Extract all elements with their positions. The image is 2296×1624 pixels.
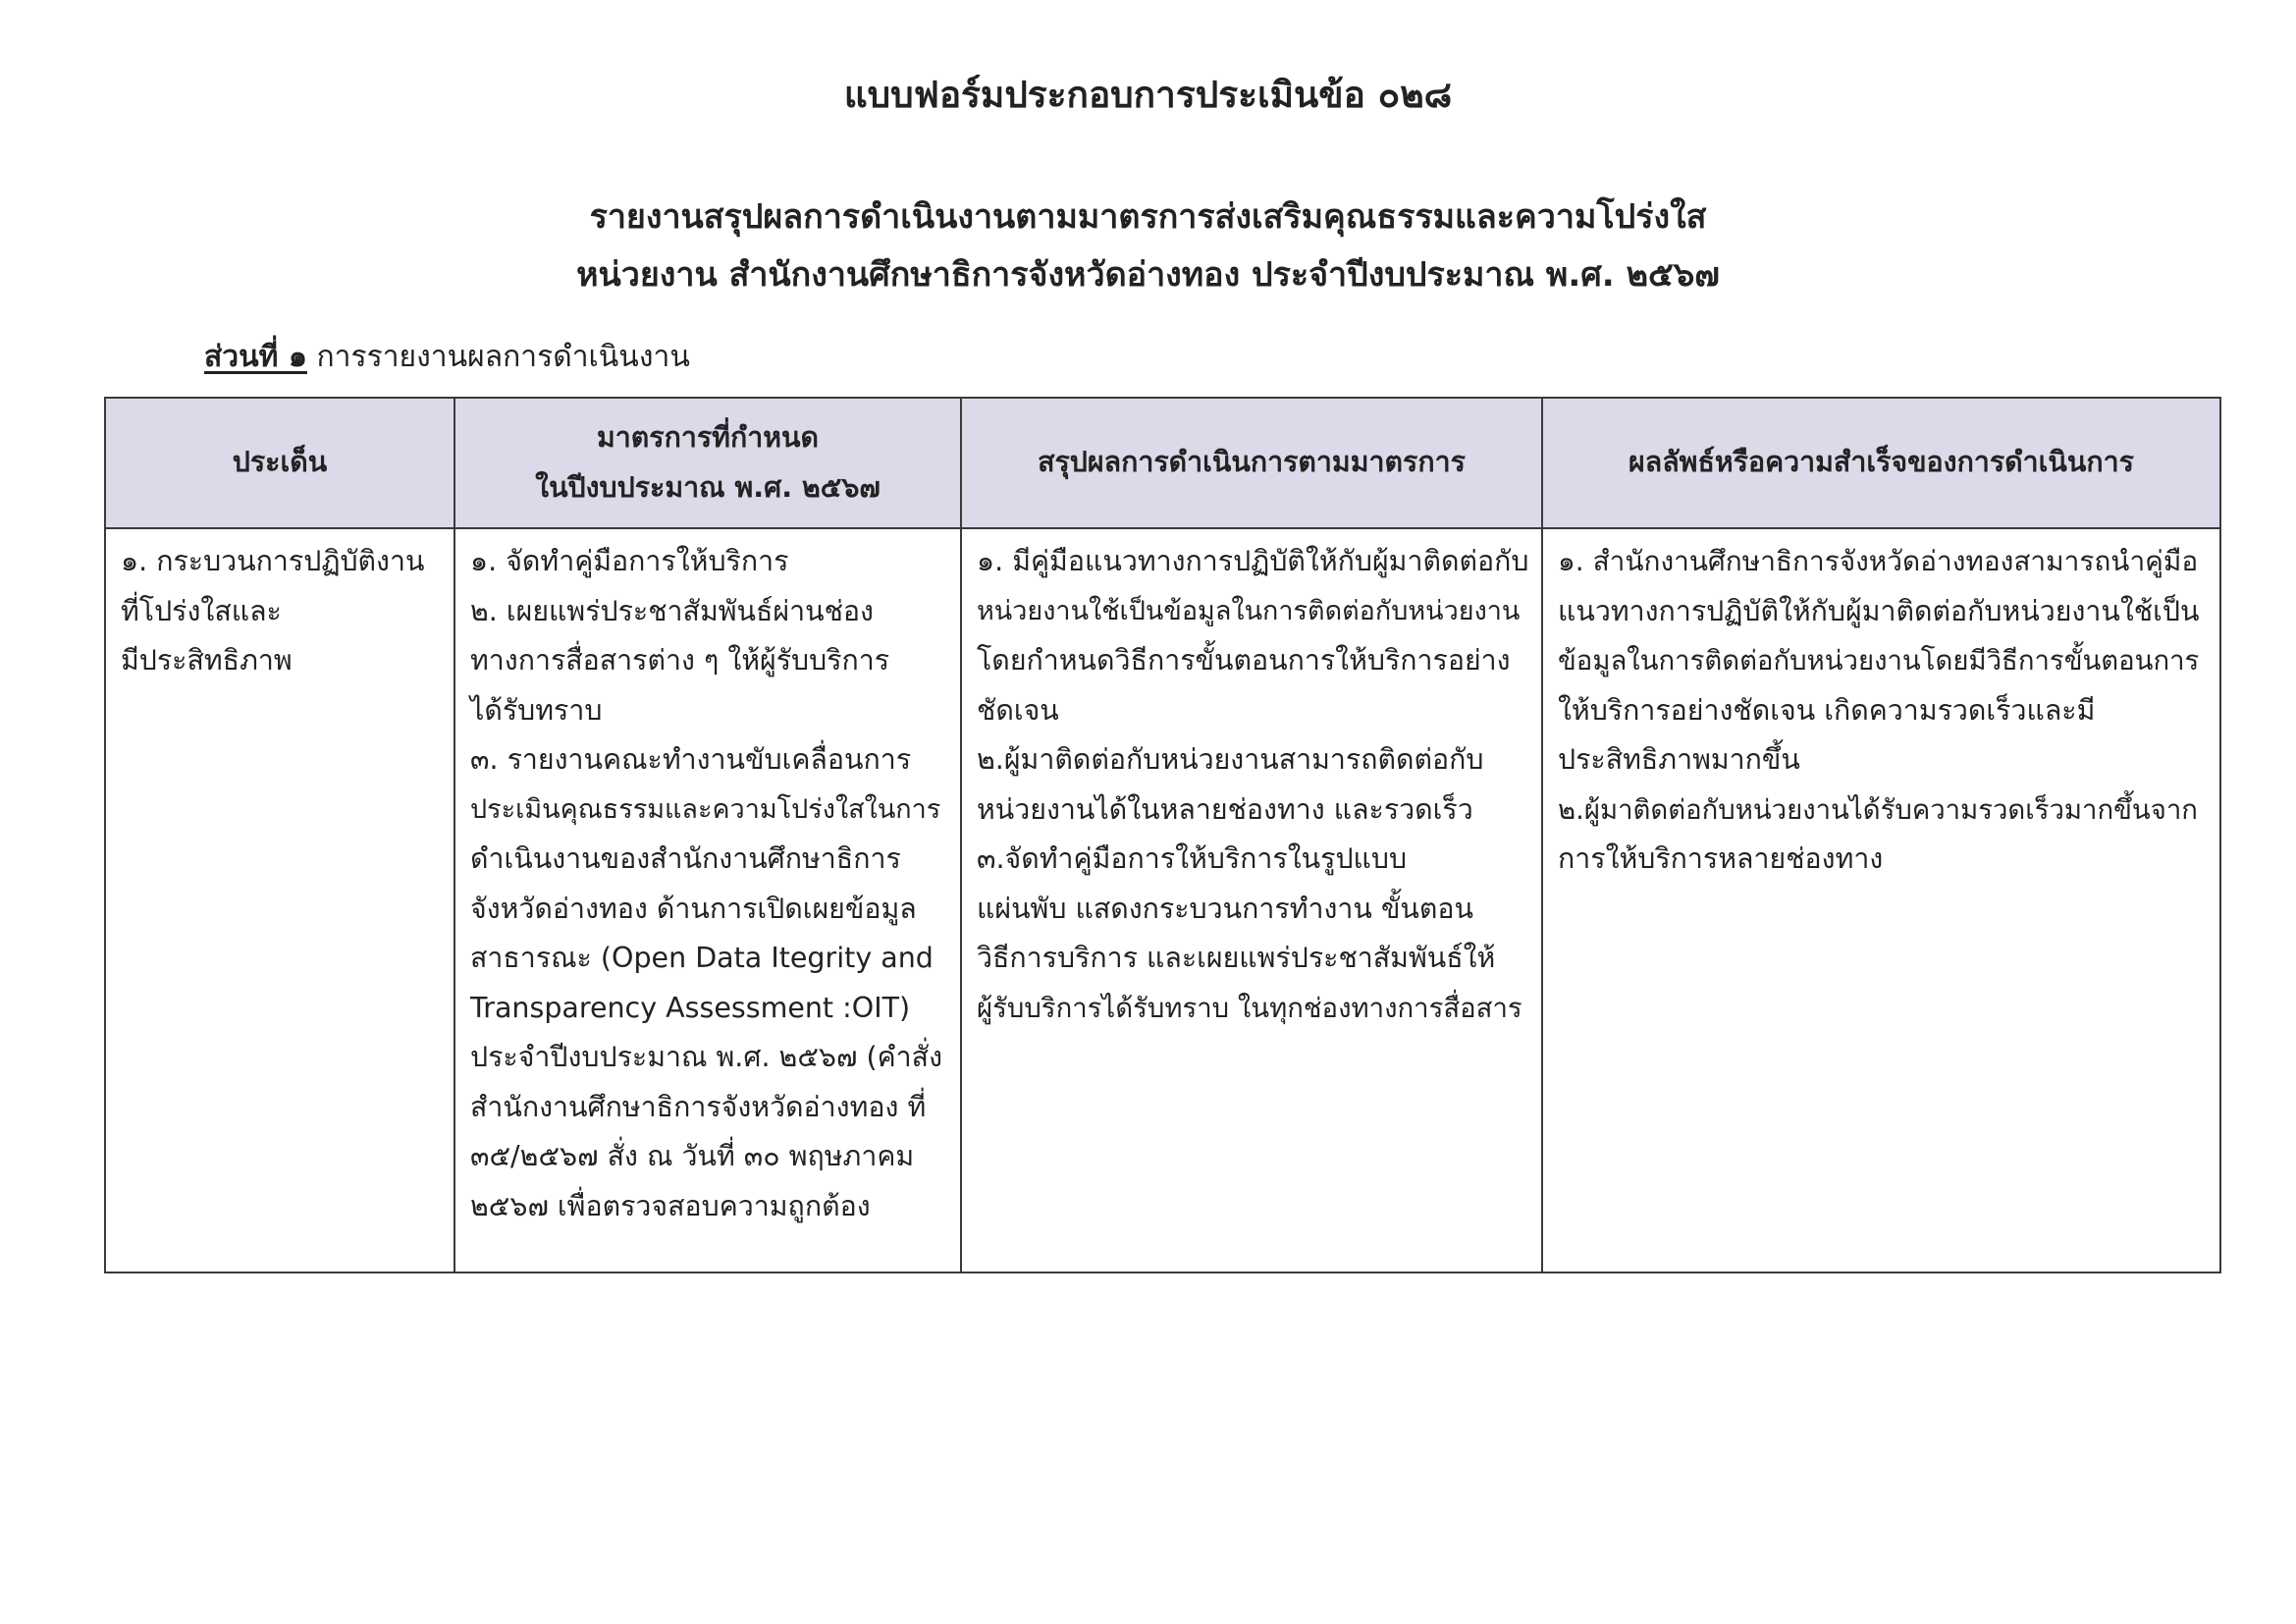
measures-line: สำนักงานศึกษาธิการจังหวัดอ่างทอง ที่ bbox=[470, 1090, 927, 1123]
summary-line: แผ่นพับ แสดงกระบวนการทำงาน ขั้นตอน bbox=[977, 892, 1474, 925]
results-line: ๒.ผู้มาติดต่อกับหน่วยงานได้รับความรวดเร็วมากขึ้นจาก bbox=[1558, 793, 2198, 826]
measures-line: ๑. จัดทำคู่มือการให้บริการ bbox=[470, 545, 789, 577]
header-line: ในปีงบประมาณ พ.ศ. ๒๕๖๗ bbox=[535, 470, 881, 504]
measures-line: ๒๕๖๗ เพื่อตรวจสอบความถูกต้อง bbox=[470, 1189, 871, 1222]
measures-line: ประจำปีงบประมาณ พ.ศ. ๒๕๖๗ (คำสั่ง bbox=[470, 1041, 942, 1073]
summary-line: ๒.ผู้มาติดต่อกับหน่วยงานสามารถติดต่อกับ bbox=[977, 743, 1484, 776]
results-line: แนวทางการปฏิบัติให้กับผู้มาติดต่อกับหน่วยงานใช้เป็น bbox=[1558, 594, 2200, 627]
report-title: รายงานสรุปผลการดำเนินงานตามมาตรการส่งเสริมคุณธรรมและความโปร่งใส bbox=[589, 197, 1707, 237]
issue-line: ๑. กระบวนการปฏิบัติงาน bbox=[121, 545, 425, 577]
table-row bbox=[105, 528, 2220, 1272]
results-line: ๑. สำนักงานศึกษาธิการจังหวัดอ่างทองสามารถนำคู่มือ bbox=[1558, 545, 2199, 577]
measures-line: ทางการสื่อสารต่าง ๆ ให้ผู้รับบริการ bbox=[470, 644, 890, 677]
section-text: การรายงานผลการดำเนินงาน bbox=[306, 340, 690, 374]
summary-cell bbox=[961, 528, 1542, 1272]
table-header-row bbox=[105, 398, 2220, 528]
header-issue bbox=[105, 398, 454, 528]
results-line: ให้บริการอย่างชัดเจน เกิดความรวดเร็วและมี bbox=[1558, 693, 2096, 727]
summary-line: หน่วยงานได้ในหลายช่องทาง และรวดเร็ว bbox=[977, 792, 1473, 826]
form-title: แบบฟอร์มประกอบการประเมินข้อ ๐๒๘ bbox=[843, 74, 1453, 116]
header-measures bbox=[454, 398, 961, 528]
header-summary bbox=[961, 398, 1542, 528]
measures-cell bbox=[454, 528, 961, 1272]
summary-line: ชัดเจน bbox=[977, 693, 1059, 727]
header-line: ประเด็น bbox=[232, 446, 328, 479]
measures-line: ๒. เผยแพร่ประชาสัมพันธ์ผ่านช่อง bbox=[470, 594, 874, 627]
section-label: ส่วนที่ ๑ bbox=[204, 340, 307, 374]
header-results bbox=[1542, 398, 2220, 528]
results-line: ข้อมูลในการติดต่อกับหน่วยงานโดยมีวิธีการขั้นตอนการ bbox=[1558, 645, 2200, 677]
issue-line: มีประสิทธิภาพ bbox=[121, 644, 293, 677]
summary-line: ๓.จัดทำคู่มือการให้บริการในรูปแบบ bbox=[977, 842, 1408, 875]
summary-line: ผู้รับบริการได้รับทราบ ในทุกช่องทางการสื่อสาร bbox=[977, 992, 1522, 1024]
header-line: มาตรการที่กำหนด bbox=[597, 421, 819, 454]
agency-fiscal-year-line: หน่วยงาน สำนักงานศึกษาธิการจังหวัดอ่างทอง ประจำปีงบประมาณ พ.ศ. ๒๕๖๗ bbox=[576, 255, 1720, 295]
header-line: ผลลัพธ์หรือความสำเร็จของการดำเนินการ bbox=[1629, 446, 2134, 479]
measures-line: ๓. รายงานคณะทำงานขับเคลื่อนการ bbox=[470, 743, 912, 776]
results-line: การให้บริการหลายช่องทาง bbox=[1558, 842, 1884, 875]
results-cell bbox=[1542, 528, 2220, 1272]
measures-line: ๓๕/๒๕๖๗ สั่ง ณ วันที่ ๓๐ พฤษภาคม bbox=[470, 1140, 915, 1172]
summary-line: โดยกำหนดวิธีการขั้นตอนการให้บริการอย่าง bbox=[977, 644, 1511, 677]
measures-line: ดำเนินงานของสำนักงานศึกษาธิการ bbox=[470, 842, 901, 875]
measures-line: ประเมินคุณธรรมและความโปร่งใสในการ bbox=[470, 793, 941, 825]
issue-line: ที่โปร่งใสและ bbox=[121, 594, 282, 627]
section-heading bbox=[204, 334, 690, 381]
measures-line: สาธารณะ (Open Data Itegrity and bbox=[470, 942, 934, 974]
results-line: ประสิทธิภาพมากขึ้น bbox=[1558, 743, 1800, 776]
summary-line: หน่วยงานใช้เป็นข้อมูลในการติดต่อกับหน่วยงาน bbox=[977, 595, 1521, 626]
report-table bbox=[104, 397, 2221, 1273]
issue-cell bbox=[105, 528, 454, 1272]
header-line: สรุปผลการดำเนินการตามมาตรการ bbox=[1038, 446, 1466, 479]
measures-line: จังหวัดอ่างทอง ด้านการเปิดเผยข้อมูล bbox=[470, 892, 917, 925]
summary-line: วิธีการบริการ และเผยแพร่ประชาสัมพันธ์ให้ bbox=[977, 942, 1496, 974]
summary-line: ๑. มีคู่มือแนวทางการปฏิบัติให้กับผู้มาติดต่อกับ bbox=[977, 545, 1529, 577]
measures-line: ได้รับทราบ bbox=[470, 693, 603, 727]
measures-line: Transparency Assessment :OIT) bbox=[470, 991, 911, 1024]
